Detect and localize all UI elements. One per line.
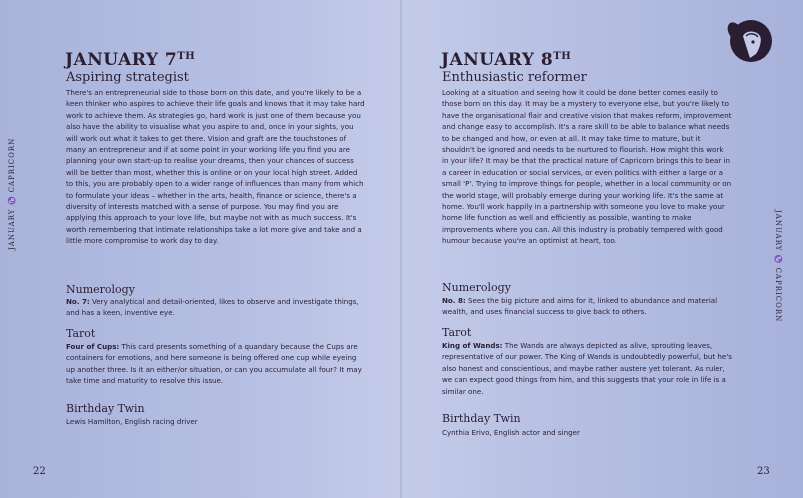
entry-body: Looking at a situation and seeing how it could be done better comes easily to those born on this day. It may be a mystery to everyone else, but you're likely to have the organisational flair and creative vision that makes reform, improvement and change easy to accomplish. It's a rare skill to be able to balance what needs to be changed and how, or even at all. It may take time to mature, but it shouldn't be ignored and needs to be nurtured to flourish. How might this work in your life? It may be that the practical nature of Capricorn brings this to bear in a career in education or social services, or even politics with either a large or a small 'P'. Trying to improve things for people, whether in a local community or on the world stage, will probably emerge during your working life. It's the same at home. You'll work happily in a partnership with someone you love to make your home life function as well and efficiently as possible, wanting to make improvements where you can. All this industry is probably tempered with good humour because you're an optimist at heart, too.	[442, 88, 732, 246]
page-subtitle: Aspiring strategist	[66, 70, 189, 85]
capricorn-emblem-icon	[722, 14, 780, 64]
numerology-text	[442, 295, 732, 318]
title-suffix: TH	[553, 51, 572, 62]
numerology-heading: Numerology	[66, 283, 135, 296]
numerology-description: Sees the big picture and aims for it, linked to abundance and material wealth, and uses financial success to give back to others.	[442, 296, 718, 317]
birthday-twin-heading: Birthday Twin	[442, 412, 521, 425]
page-number: 23	[757, 466, 770, 477]
birthday-twin-text: Lewis Hamilton, English racing driver	[66, 417, 198, 426]
numerology-heading: Numerology	[442, 281, 511, 294]
page-number: 22	[33, 466, 46, 477]
title-text: JANUARY 7	[65, 50, 178, 70]
tarot-text	[66, 341, 366, 387]
numerology-text	[66, 296, 366, 319]
left-page	[0, 0, 401, 498]
birthday-twin-heading: Birthday Twin	[66, 402, 145, 415]
tarot-card: King of Wands:	[442, 341, 503, 350]
page-title	[65, 50, 195, 70]
entry-body: There's an entrepreneurial side to those born on this date, and you're likely to be a keen thinker who aspires to achieve their life goals and knows that it may take hard work to achieve them. As strategies go, hard work is just one of them because you also have the ability to visualise what you aspire to and, once in your sights, you will work out what it takes to get there. Vision and graft are the touchstones of many an entrepreneur and if at some point in your working life you find you are planning your own start-up to realise your dreams, then your chances of success will be better than most, whether this is online or on your local high street. Added to this, you are probably open to a wider range of influences than many from which to formulate your ideas – whether in the arts, health, finance or science, there's a diversity of interests matched with a sense of purpose. You may find you are applying this approach to your love life, but maybe not with as much success. It's worth remembering that intimate relationships take a lot more give and take and a little more compromise to work day to day.	[66, 88, 365, 246]
page-subtitle: Enthusiastic reformer	[442, 70, 587, 85]
page-title	[441, 50, 571, 70]
tarot-description: This card presents something of a quandary because the Cups are containers for emotions, and here someone is being offered one cup while eyeing up another three. Is it an either/or situation, or can you accumulate all four? It may take time and maturity to resolve this issue.	[66, 342, 362, 386]
running-side-label: JANUARY ♑ CAPRICORN	[774, 210, 782, 323]
birthday-twin-text: Cynthia Erivo, English actor and singer	[442, 428, 580, 437]
tarot-text	[442, 340, 732, 397]
numerology-description: Very analytical and detail-oriented, likes to observe and investigate things, and has a keen, inventive eye.	[66, 297, 359, 318]
running-side-label: JANUARY ♑ CAPRICORN	[8, 137, 16, 250]
title-text: JANUARY 8	[441, 50, 554, 70]
tarot-card: Four of Cups:	[66, 342, 120, 351]
numerology-number: No. 8:	[442, 296, 466, 305]
numerology-number: No. 7:	[66, 297, 90, 306]
tarot-description: The Wands are always depicted as alive, sprouting leaves, representative of our power. The King of Wands is undoubtedly powerful, but he's also honest and conscientious, and maybe rather austere yet tolerant. As ruler, we can expect good things from him, and this suggests that your role in life is a similar one.	[442, 341, 732, 396]
tarot-heading: Tarot	[442, 326, 472, 339]
title-suffix: TH	[177, 51, 196, 62]
tarot-heading: Tarot	[66, 327, 96, 340]
